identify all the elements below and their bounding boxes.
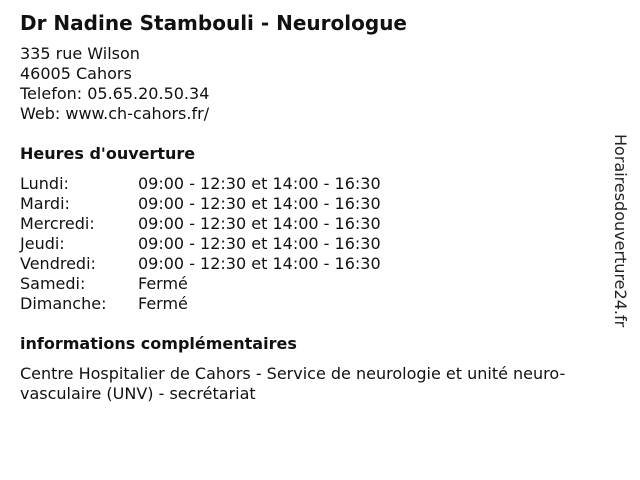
hours-row [20, 254, 420, 274]
hours-time: 09:00 - 12:30 et 14:00 - 16:30 [138, 254, 381, 273]
info-heading: informations complémentaires [20, 334, 297, 353]
hours-day: Mercredi: [20, 214, 95, 233]
hours-row [20, 234, 420, 254]
hours-time: 09:00 - 12:30 et 14:00 - 16:30 [138, 194, 381, 213]
website-link[interactable]: Web: www.ch-cahors.fr/ [20, 104, 210, 123]
hours-time: 09:00 - 12:30 et 14:00 - 16:30 [138, 214, 381, 233]
site-watermark: Horairesdouverture24.fr [611, 134, 630, 328]
address-city: 46005 Cahors [20, 64, 132, 83]
info-text: Centre Hospitalier de Cahors - Service de neurologie et unité neuro-vasculaire (UNV) - secrétariat [20, 364, 566, 403]
hours-row [20, 174, 420, 194]
hours-day: Jeudi: [20, 234, 65, 253]
hours-time: 09:00 - 12:30 et 14:00 - 16:30 [138, 174, 381, 193]
phone-number: Telefon: 05.65.20.50.34 [20, 84, 210, 103]
hours-day: Dimanche: [20, 294, 107, 313]
hours-row [20, 214, 420, 234]
hours-row [20, 194, 420, 214]
page-title: Dr Nadine Stambouli - Neurologue [20, 11, 407, 35]
hours-day: Samedi: [20, 274, 86, 293]
address-block [20, 44, 209, 124]
address-street: 335 rue Wilson [20, 44, 140, 63]
hours-row [20, 294, 420, 314]
hours-time: 09:00 - 12:30 et 14:00 - 16:30 [138, 234, 381, 253]
hours-day: Lundi: [20, 174, 69, 193]
hours-table [20, 174, 420, 314]
hours-row [20, 274, 420, 294]
hours-day: Mardi: [20, 194, 70, 213]
hours-heading: Heures d'ouverture [20, 144, 196, 163]
hours-time: Fermé [138, 274, 188, 293]
hours-day: Vendredi: [20, 254, 96, 273]
hours-time: Fermé [138, 294, 188, 313]
